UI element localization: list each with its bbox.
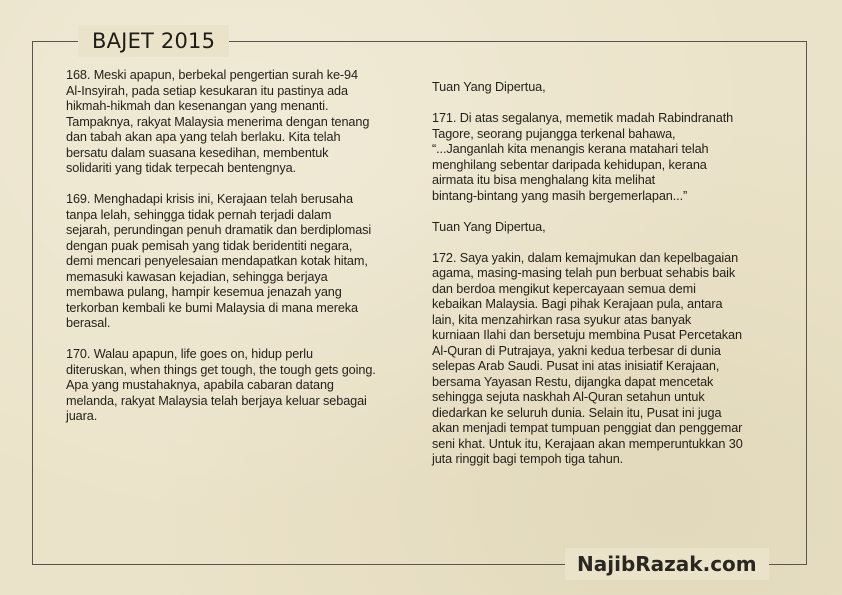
left-column: [66, 68, 428, 440]
right-column: [432, 80, 792, 483]
brand-block: [565, 548, 769, 580]
paragraph-169: 169. Menghadapi krisis ini, Kerajaan telah berusaha tanpa lelah, sehingga tidak pernah terjadi dalam sejarah, perundingan penuh dramatik dan berdiplomasi dengan puak pemisah yang tidak beridentiti negara, demi mencari penyelesaian mendapatkan kotak hitam, memasuki kawasan kejadian, sehingga berjaya membawa pulang, hampir kesemua jenazah yang terkorban kembali ke bumi Malaysia di mana mereka berasal.: [66, 192, 372, 330]
paragraph-168: 168. Meski apapun, berbekal pengertian surah ke-94 Al-Insyirah, pada setiap kesukaran itu pastinya ada hikmah-hikmah dan kesenangan yang menanti. Tampaknya, rakyat Malaysia menerima dengan tenang dan tabah akan apa yang telah berlaku. Kita telah bersatu dalam suasana kesedihan, membentuk solidariti yang tidak terpecah bentengnya.: [66, 68, 370, 175]
paragraph-171: 171. Di atas segalanya, memetik madah Rabindranath Tagore, seorang pujangga terkenal bahawa, “...Janganlah kita menangis kerana matahari telah menghilang sebentar daripada kehidupan, kerana airmata itu bisa menghalang kita melihat bintang-bintang yang masih bergemerlapan...”: [432, 111, 734, 203]
title-block: [78, 25, 229, 57]
salutation-1: Tuan Yang Dipertua,: [432, 80, 546, 94]
brand-logo-text: NajibRazak.com: [577, 552, 757, 576]
salutation-2: Tuan Yang Dipertua,: [432, 219, 546, 234]
page-title: BAJET 2015: [92, 29, 216, 53]
paragraph-170: 170. Walau apapun, life goes on, hidup perlu diteruskan, when things get tough, the tough gets going. Apa yang mustahaknya, apabila cabaran datang melanda, rakyat Malaysia telah berjaya keluar sebagai juara.: [66, 347, 376, 423]
paragraph-172: 172. Saya yakin, dalam kemajmukan dan kepelbagaian agama, masing-masing telah pun berbuat sehabis baik dan berdoa mengikut kepercayaan semua demi kebaikan Malaysia. Bagi pihak Kerajaan pula, antara lain, kita menzahirkan rasa syukur atas banyak kurniaan Ilahi dan bersetuju membina Pusat Percetakan Al-Quran di Putrajaya, yakni kedua terbesar di dunia selepas Arab Saudi. Pusat ini atas inisiatif Kerajaan, bersama Yayasan Restu, dijangka dapat mencetak sehingga sejuta naskhah Al-Quran setahun untuk diedarkan ke seluruh dunia. Selain itu, Pusat ini juga akan menjadi tempat tumpuan penggiat dan penggemar seni khat. Untuk itu, Kerajaan akan memperuntukkan 30 juta ringgit bagi tempoh tiga tahun.: [432, 250, 743, 466]
